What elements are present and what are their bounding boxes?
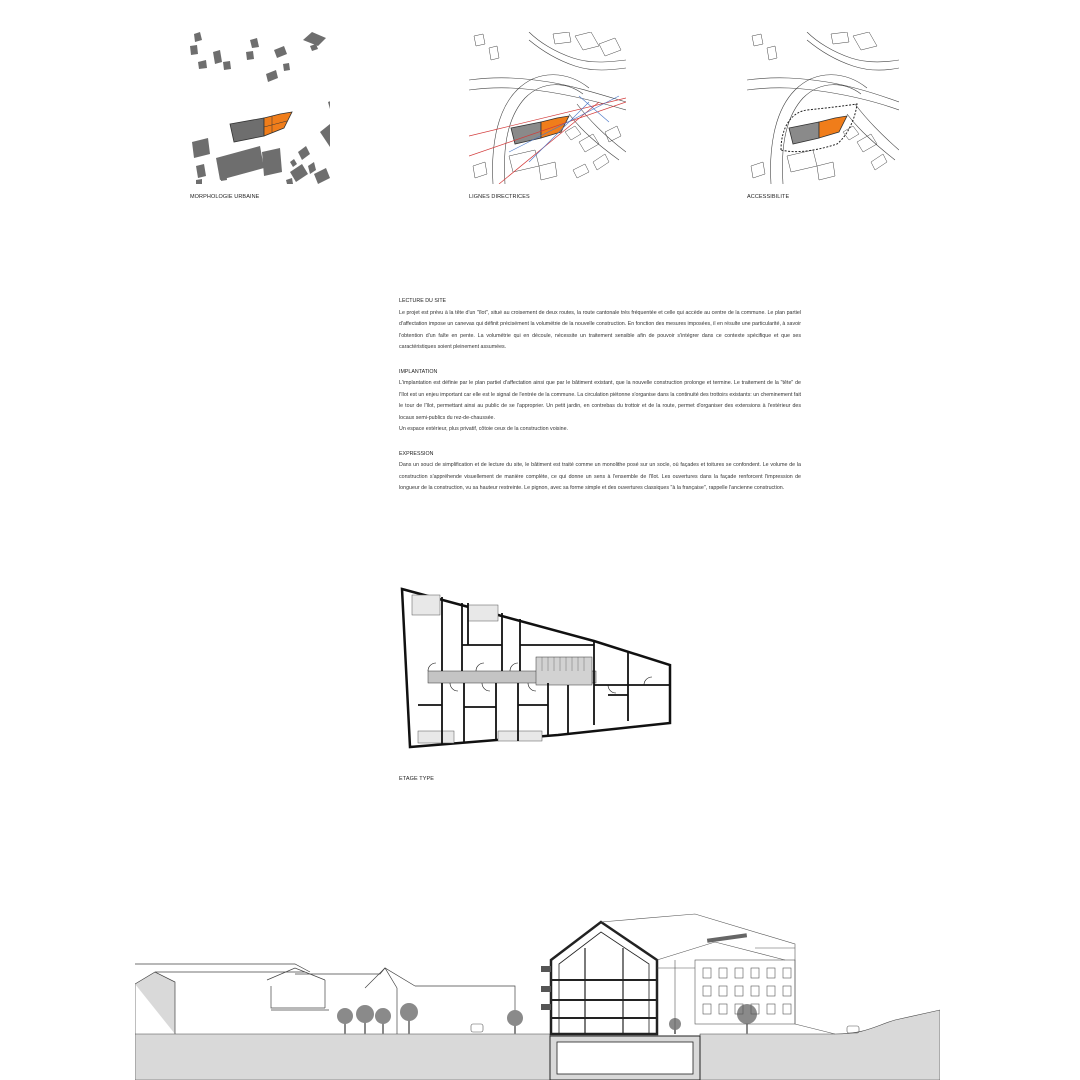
left-buildings [135,964,515,1034]
morphology-diagram [190,32,330,184]
new-building-section [541,922,657,1034]
project-volume [511,116,569,144]
floor-plan-caption: ETAGE TYPE [399,776,435,782]
morphology-caption: MORPHOLOGIE URBAINE [190,194,260,200]
building-outlines [751,32,887,180]
description-text [399,296,801,508]
floor-plan [398,585,673,750]
street-section [135,908,940,1080]
expression-heading: EXPRESSION [399,450,434,457]
accessibility-diagram [747,32,899,184]
stair-core [536,657,592,685]
accessibility-caption: ACCESSIBILITE [747,194,790,200]
site-reading-heading: LECTURE DU SITE [399,298,447,304]
roof-dark-band [707,933,747,943]
implantation-body-2: Un espace extérieur, plus privatif, côtoie ceux de la construction voisine. [399,426,569,432]
implantation-heading: IMPLANTATION [399,368,438,375]
ground [135,1010,940,1080]
basement-void [557,1042,693,1074]
guidelines-caption: LIGNES DIRECTRICES [469,194,530,200]
road-outlines [469,32,626,184]
site-reading-body: Le projet est prévu à la tête d'un "îlot", situé au croisement de deux routes, la route cantonale très fréquentée et celle qui accède au centre de la commune. Le plan partiel d'affectation impose un canevas qui définit précisément la volumétrie de la nouvelle construction. En fonction des mesures imposées, il en résulte une particularité, à savoir l'obtention d'un faîte en pente. La volumétrie qui en découle, nécessite un traitement sensible afin de pouvoir s'intégrer dans ce contexte spécifique et que ses caractéristiques soient pleinement assumées. [399,309,801,350]
implantation-body: L'implantation est définie par le plan partiel d'affectation ainsi que par le bâtiment existant, que la nouvelle construction prolonge et termine. Le traitement de la "tête" de l'îlot est un enjeu important car elle est le signal de l'entrée de la commune. La circulation piétonne s'organise dans la continuité des trottoirs existants: un cheminement fait le tour de l'îlot, permettant ainsi au public de se l'approprier. Un petit jardin, en contrebas du trottoir et de la route, permet d'organiser des extensions à l'extérieur des locaux semi-publics du rez-de-chaussée. [399,380,801,421]
guidelines-diagram [469,32,626,184]
expression-body: Dans un souci de simplification et de lecture du site, le bâtiment est traité comme un monolithe posé sur un socle, où façades et toitures se confondent. Le volume de la construction s'appréhende visuellement de manière complète, ce qui donne un sens à l'ensemble de l'îlot. Les ouvertures dans la façade renforcent l'impression de longueur de la construction, vu sa hauteur restreinte. Le pignon, avec sa forme simple et des ouvertures classiques "à la française", rappelle l'ancienne construction. [399,462,801,491]
project-volume [230,112,292,142]
surrounding-buildings [190,32,330,184]
project-volume [789,116,847,144]
